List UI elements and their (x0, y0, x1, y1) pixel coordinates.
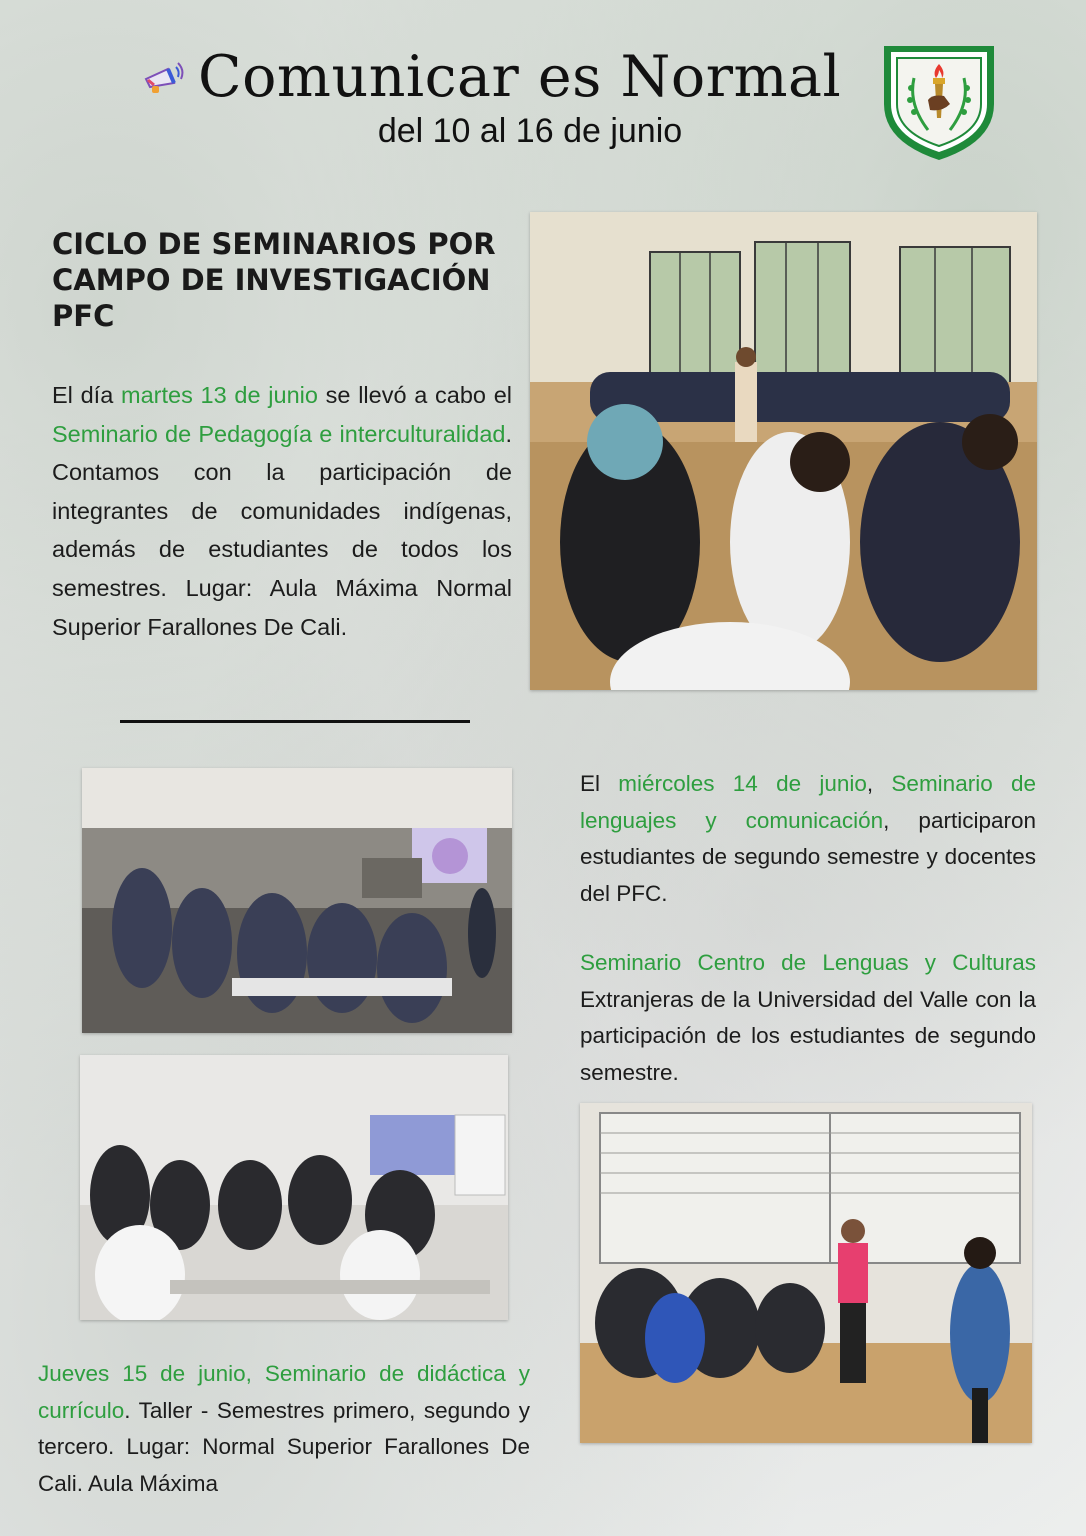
title-row (140, 42, 842, 112)
photo-aula-maxima-workshop (580, 1103, 1032, 1443)
text-run: se llevó a cabo el (317, 382, 513, 408)
page-subtitle: del 10 al 16 de junio (377, 112, 683, 150)
school-crest-icon (878, 38, 1000, 164)
text-run: , (866, 771, 892, 796)
text-run: . Taller - Semestres primero, segundo y tercero. Lugar: Normal Superior Farallones De Cali. Aula Máxima (38, 1397, 530, 1496)
photo-auditorium-classroom (82, 768, 512, 1033)
date-highlight: martes 13 de junio (121, 382, 318, 408)
page-title: Comunicar es Normal (198, 44, 842, 110)
text-run: Extranjeras de la Universidad del Valle con la participación de los estudiantes de segundo semestre. (580, 986, 1036, 1085)
megaphone-icon (140, 57, 186, 97)
photo-aula-maxima-circle (530, 212, 1037, 690)
seminar-lenguajes-paragraph (580, 766, 1036, 912)
text-run: . Contamos con la participación de integrantes de comunidades indígenas, además de estudiantes de todos los semestres. Lugar: Aula Máxima Normal Superior Farallones De Cali. (52, 420, 512, 640)
section-heading: CICLO DE SEMINARIOS POR CAMPO DE INVESTIGACIÓN PFC (52, 227, 496, 333)
seminar-pedagogia-paragraph (52, 376, 512, 646)
seminar-highlight: Seminario Centro de Lenguas y Culturas (580, 950, 1036, 975)
text-run: El día (52, 382, 122, 408)
seminar-lenguas-culturas-paragraph (580, 945, 1036, 1091)
seminar-highlight: Seminario de lenguajes y comunicación (580, 771, 1036, 833)
photo-classroom-projector (80, 1055, 508, 1320)
seminar-highlight: Seminario de Pedagogía e interculturalidad (52, 420, 506, 447)
seminar-highlight: Jueves 15 de junio, Seminario de didáctica y currículo (38, 1361, 530, 1423)
seminar-didactica-paragraph (38, 1356, 530, 1502)
section-divider (120, 720, 470, 723)
text-run: , participaron estudiantes de segundo semestre y docentes del PFC. (580, 807, 1036, 906)
text-run: El (580, 771, 619, 796)
date-highlight: miércoles 14 de junio (618, 771, 867, 796)
